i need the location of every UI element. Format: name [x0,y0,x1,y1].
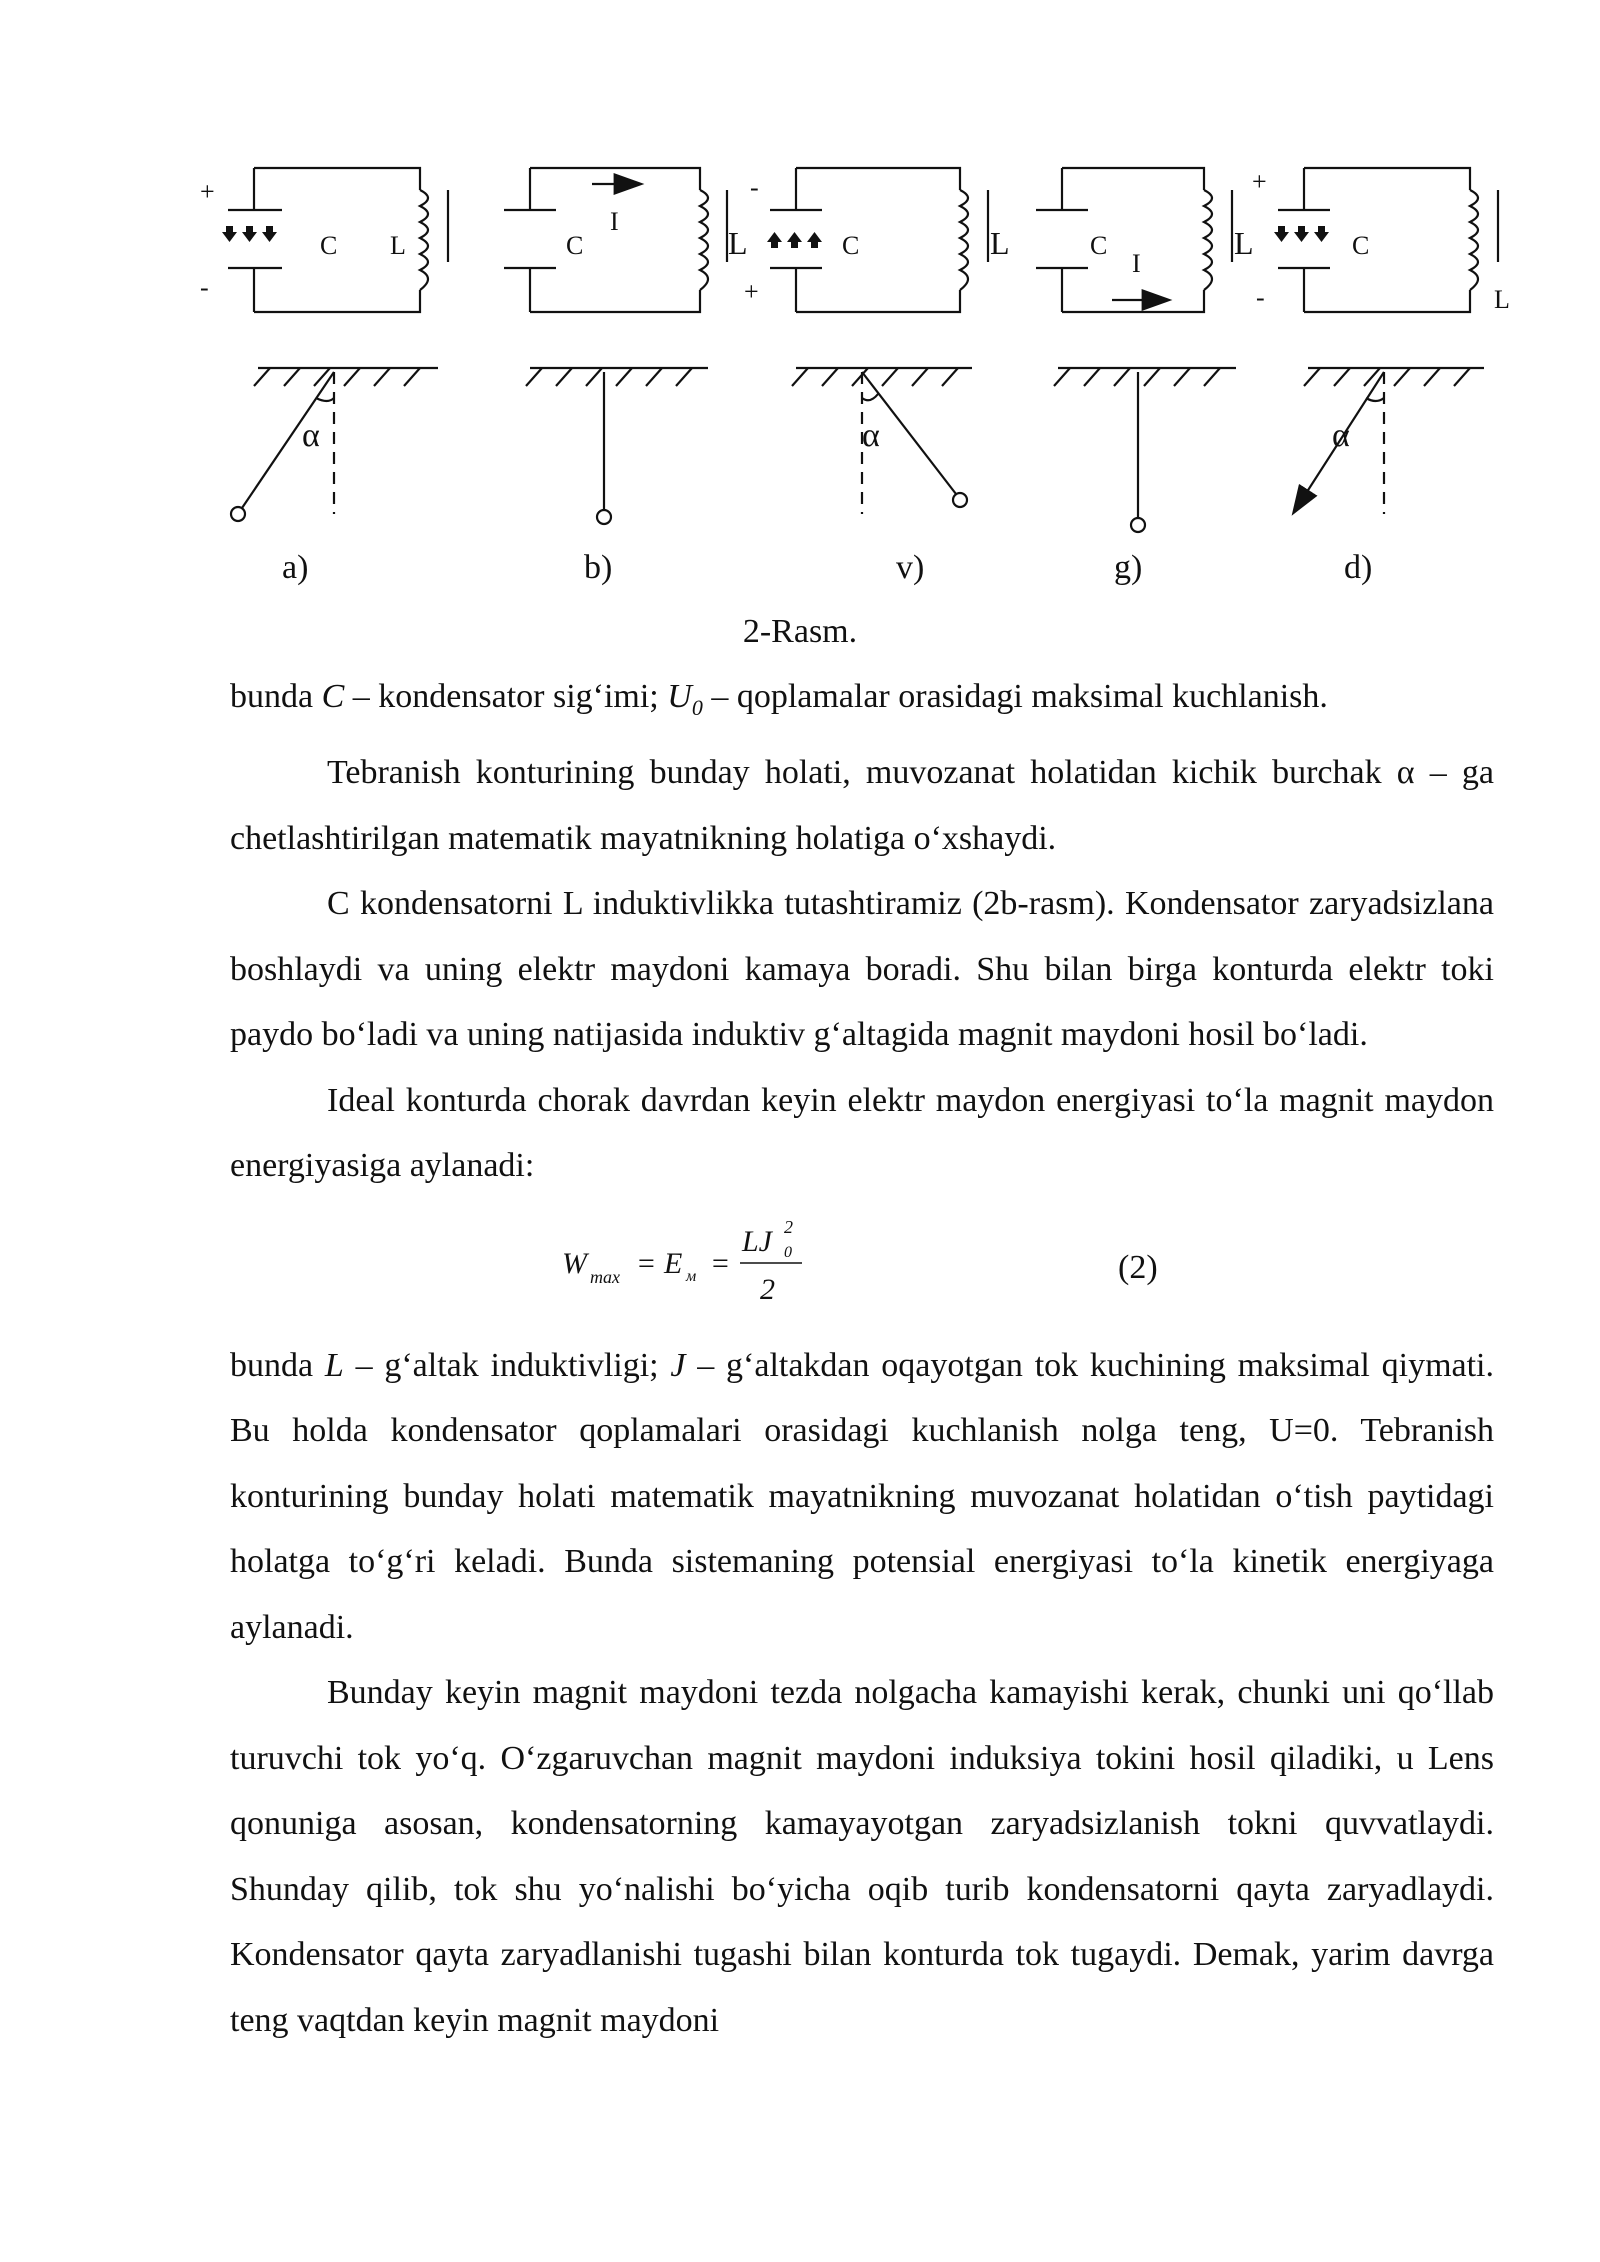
panel-v-ceiling [792,368,972,386]
panel-b-ind-label: L [728,225,748,261]
svg-text:2: 2 [784,1216,793,1237]
panel-b-label: b) [584,549,613,586]
paragraph-1: bunda C – kondensator sig‘imi; $U_0$ – qoplamalar orasidagi maksimal kuchlanish. [230,678,1328,720]
panel-a-ind-label: L [390,231,406,260]
svg-text:=: = [710,1246,731,1280]
paragraph-5: bunda L – g‘altak induktivligi; J – g‘altakdan oqayotgan tok kuchining maksimal qiymati. Bu holda kondensator qoplamalari orasidagi kuchlanish nolga teng, U=0. Tebranish konturining bunday holati matematik mayatnikning muvozanat holatidan o‘tish paytidagi holatga to‘g‘ri keladi. Bunda sistemaning potensial energiyasi to‘la kinetik energiyaga aylanadi. [230,1346,1495,1646]
figure-caption: 2-Rasm. [742,613,858,650]
panel-d-cap-label: C [1352,231,1370,260]
panel-a-cap-label: C [320,231,338,260]
paragraph-3: C kondensatorni L induktivlikka tutashtiramiz (2b-rasm). Kondensator zaryadsizlana boshlaydi va uning elektr maydoni kamaya boradi. Shu bilan birga konturda elektr toki paydo bo‘ladi va uning natijasida induktiv g‘altagida magnit maydoni hosil bo‘ladi. [230,885,1494,1054]
panel-g-current-label: I [1132,249,1141,278]
panel-d-ind-label: L [1494,285,1510,314]
panel-a-field-arrows [222,226,277,242]
panel-v-cap-label: C [842,231,860,260]
panel-a-angle-label: α [302,417,320,454]
panel-v-plate-top: - [750,173,759,202]
panel-d-angle-label: α [1332,417,1350,454]
formula [560,1215,830,1315]
paragraph-4: Ideal konturda chorak davrdan keyin elektr maydon energiyasi to‘la magnit maydon energiyasiga aylanadi: [230,1081,1494,1185]
svg-text:E: E [664,1246,683,1280]
panel-g-pendulum [1131,372,1145,532]
figure-lc-oscillation [0,0,1600,600]
panel-d-field-arrows [1274,226,1329,242]
svg-text:max: max [590,1266,620,1287]
svg-text:2: 2 [760,1272,775,1306]
panel-a-label: a) [282,549,309,586]
panel-d-plate-top: + [1252,167,1267,196]
panel-g-circuit [1036,168,1232,312]
paragraph-6: Bunday keyin magnit maydoni tezda nolgacha kamayishi kerak, chunki uni qo‘llab turuvchi tok yo‘q. O‘zgaruvchan magnit maydoni induksiya tokini hosil qiladiki, u Lens qonuniga asosan, kondensatorning kamayayotgan zaryadsizlanish tokni quvvatlaydi. Shunday qilib, tok shu yo‘nalishi bo‘yicha oqib turib kondensatorni qayta zaryadlaydi. Kondensator qayta zaryadlanishi tugashi bilan konturda tok tugaydi. Demak, yarim davrga teng vaqtdan keyin magnit maydoni [230,1674,1494,2039]
panel-g-ceiling [1054,368,1236,386]
svg-text:=: = [636,1246,657,1280]
panel-g-cap-label: C [1090,231,1108,260]
panel-a-circuit [228,168,448,312]
panel-v-field-arrows [767,232,822,248]
panel-d-circuit [1278,168,1498,312]
panel-a-plate-bottom: - [200,273,209,302]
svg-text:м: м [686,1267,697,1285]
body-text [230,664,1494,2053]
panel-a-ceiling [254,368,438,386]
panel-v-circuit [770,168,988,312]
panel-d-plate-bottom: - [1256,283,1265,312]
panel-d-ceiling [1304,368,1484,386]
paragraph-2: Tebranish konturining bunday holati, muvozanat holatidan kichik burchak α – ga chetlashtirilgan matematik mayatnikning holatiga o‘xshaydi. [230,754,1494,857]
panel-b-circuit [504,168,727,312]
panel-v-plate-bottom: + [744,277,759,306]
panel-g-ind-label: L [1234,225,1254,261]
panel-g-label: g) [1114,549,1143,586]
panel-v-ind-label: L [990,225,1010,261]
svg-text:LJ: LJ [742,1224,772,1258]
svg-text:0: 0 [784,1243,792,1261]
panel-d-label: d) [1344,549,1373,586]
panel-b-current-label: I [610,207,619,236]
equation-2 [230,1199,1494,1333]
panel-v-angle-label: α [862,417,880,454]
panel-v-label: v) [896,549,925,586]
panel-b-cap-label: C [566,231,584,260]
panel-b-pendulum [597,372,611,524]
equation-number: (2) [1118,1248,1158,1286]
panel-b-ceiling [526,368,708,386]
svg-text:W: W [562,1246,587,1280]
panel-a-plate-top: + [200,177,215,206]
